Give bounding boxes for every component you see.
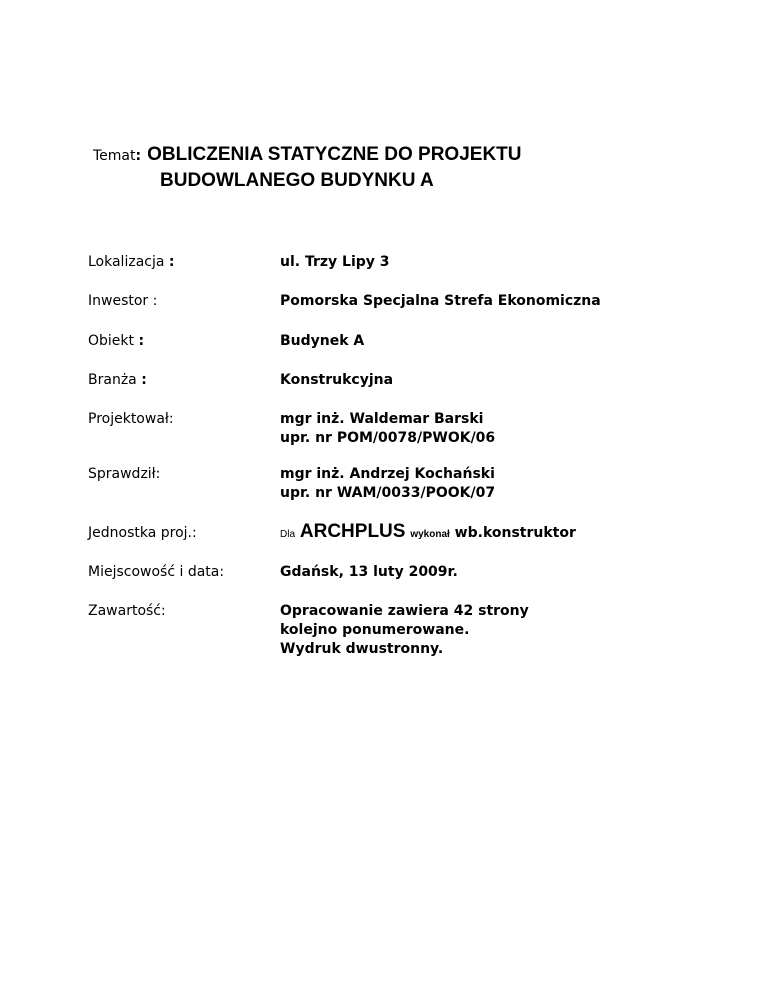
obiekt-label xyxy=(88,332,280,351)
branza-colon: : xyxy=(141,372,147,388)
sprawdzil-license: upr. nr WAM/0033/POOK/07 xyxy=(280,485,496,501)
jednostka-label: Jednostka proj.: xyxy=(88,525,197,541)
title-line-2: BUDOWLANEGO BUDYNKU A xyxy=(160,170,434,191)
sprawdzil-name: mgr inż. Andrzej Kochański xyxy=(280,466,495,482)
zawartosc-line-1: Opracowanie zawiera 42 strony xyxy=(280,603,529,619)
projektowal-value xyxy=(280,410,495,448)
sprawdzil-value xyxy=(280,465,495,503)
projektowal-license: upr. nr POM/0078/PWOK/06 xyxy=(280,430,496,446)
lokalizacja-label-text: Lokalizacja xyxy=(88,254,169,270)
inwestor-label: Inwestor : xyxy=(88,293,158,309)
jednostka-dla: Dla xyxy=(280,529,296,540)
zawartosc-value xyxy=(280,602,529,659)
zawartosc-line-2: kolejno ponumerowane. xyxy=(280,622,470,638)
row-obiekt xyxy=(88,332,738,351)
branza-label xyxy=(88,371,280,390)
row-jednostka xyxy=(88,522,738,544)
jednostka-wykonal: wykonał xyxy=(410,529,450,540)
temat-label: Temat xyxy=(93,148,136,164)
document-title xyxy=(93,142,733,194)
row-lokalizacja xyxy=(88,253,738,272)
row-miejscowosc xyxy=(88,563,738,582)
row-projektowal xyxy=(88,410,738,448)
jednostka-author: wb.konstruktor xyxy=(454,525,576,541)
lokalizacja-colon: : xyxy=(168,254,175,270)
zawartosc-line-3: Wydruk dwustronny. xyxy=(280,641,444,657)
zawartosc-label: Zawartość: xyxy=(88,603,166,619)
miejscowosc-value: Gdańsk, 13 luty 2009r. xyxy=(280,564,458,580)
miejscowosc-label: Miejscowość i data: xyxy=(88,564,225,580)
jednostka-value xyxy=(280,522,576,544)
obiekt-label-text: Obiekt xyxy=(88,333,139,349)
row-inwestor xyxy=(88,292,738,311)
inwestor-value: Pomorska Specjalna Strefa Ekonomiczna xyxy=(280,293,601,309)
obiekt-value: Budynek A xyxy=(280,333,365,349)
row-sprawdzil xyxy=(88,465,738,503)
jednostka-firm: ARCHPLUS xyxy=(299,521,406,542)
title-row-1 xyxy=(93,142,733,168)
lokalizacja-value: ul. Trzy Lipy 3 xyxy=(280,254,390,270)
temat-colon: : xyxy=(135,148,142,164)
projektowal-name: mgr inż. Waldemar Barski xyxy=(280,411,484,427)
lokalizacja-label xyxy=(88,253,280,272)
projektowal-label: Projektował: xyxy=(88,411,174,427)
title-line-1: OBLICZENIA STATYCZNE DO PROJEKTU xyxy=(147,144,522,165)
branza-value: Konstrukcyjna xyxy=(280,372,394,388)
obiekt-colon: : xyxy=(138,333,145,349)
branza-label-text: Branża xyxy=(88,372,142,388)
sprawdzil-label: Sprawdził: xyxy=(88,466,161,482)
row-branza xyxy=(88,371,738,390)
row-zawartosc xyxy=(88,602,738,659)
